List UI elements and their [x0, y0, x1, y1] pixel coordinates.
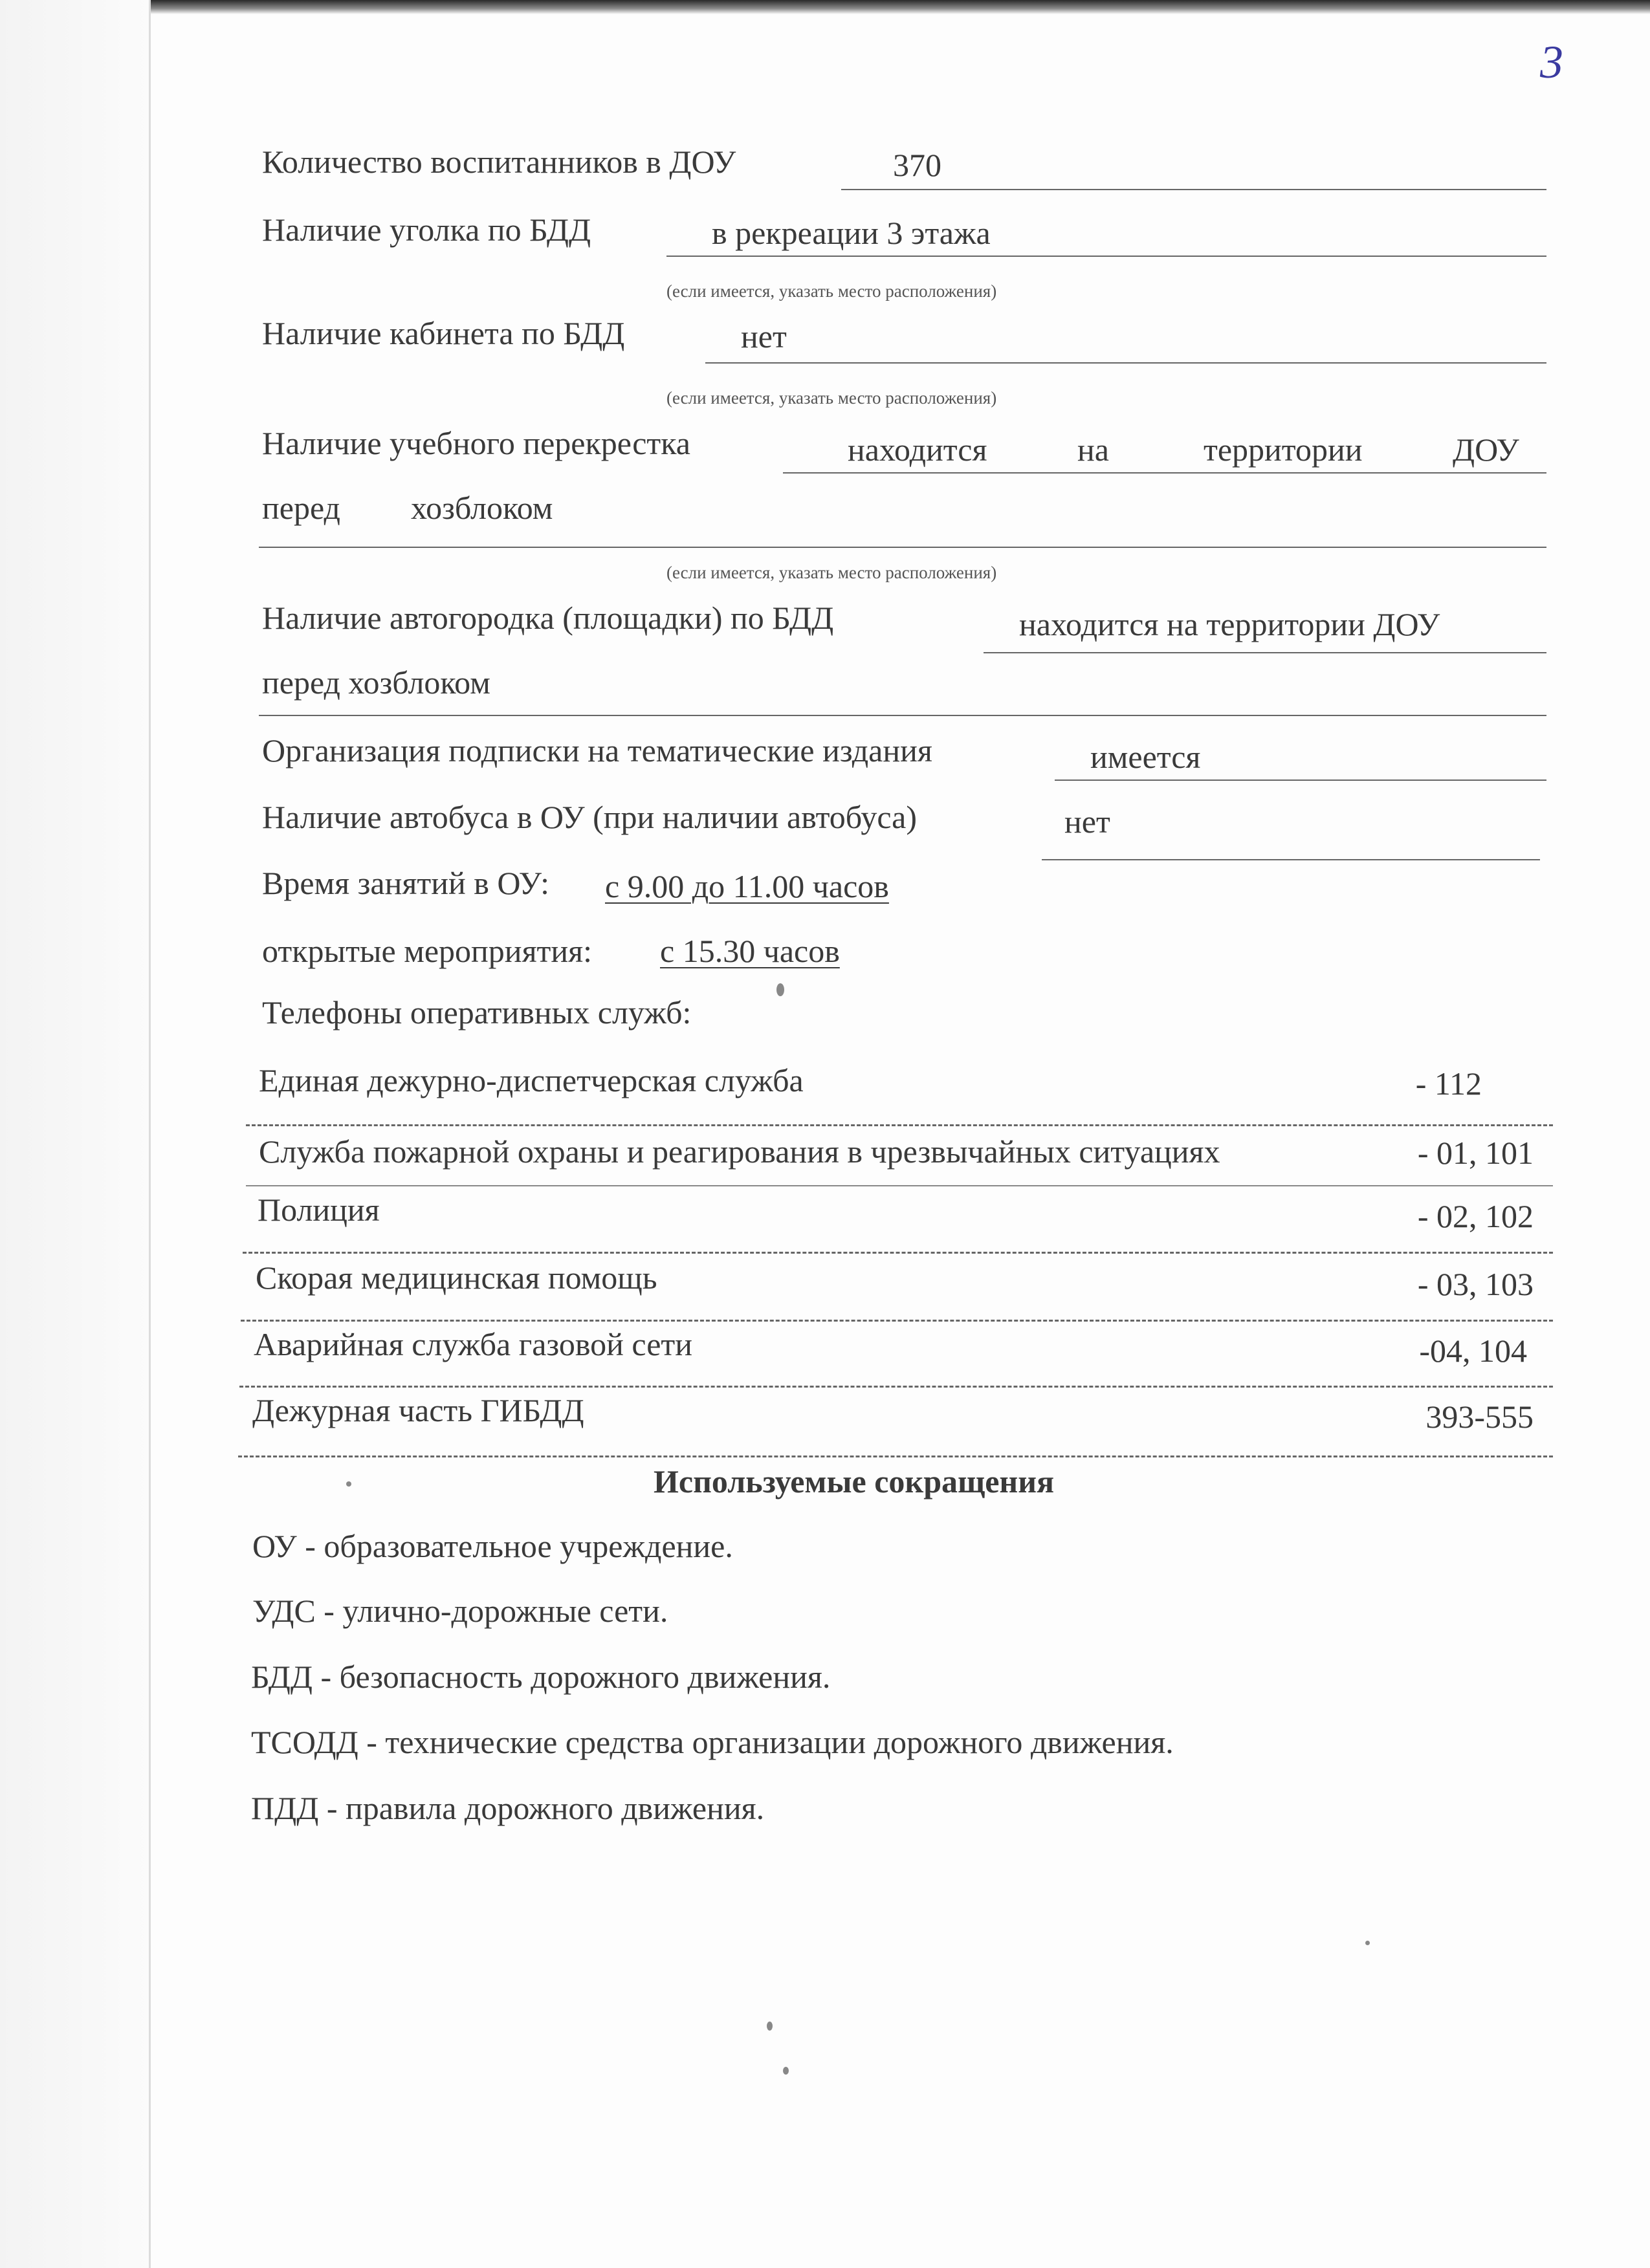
phone-name-1: Единая дежурно-диспетчерская служба: [259, 1062, 804, 1098]
phone-number-4: - 03, 103: [1417, 1266, 1534, 1302]
autotown-value-cont: перед хозблоком: [262, 664, 490, 701]
crossroad-underline: [783, 472, 1546, 474]
subscription-label: Организация подписки на тематические издания: [262, 732, 932, 769]
crossroad-value-cont: хозблоком: [411, 490, 553, 526]
scan-top-edge: [0, 0, 1650, 14]
phones-title: Телефоны оперативных служб:: [262, 994, 692, 1030]
subscription-value: имеется: [1090, 739, 1201, 775]
phone-row-divider-4: [241, 1320, 1553, 1322]
crossroad-label-cont: перед: [262, 490, 340, 526]
pupils-label: Количество воспитанников в ДОУ: [262, 144, 736, 180]
autotown-underline: [984, 652, 1546, 653]
cabinet-underline: [705, 362, 1546, 364]
scan-speck: [346, 1481, 351, 1487]
cabinet-hint: (если имеется, указать место расположения): [666, 388, 997, 408]
pupils-underline: [841, 189, 1546, 190]
corner-underline: [666, 256, 1546, 257]
crossroad-value-word-3: территории: [1204, 431, 1363, 468]
phone-number-3: - 02, 102: [1417, 1198, 1534, 1234]
cabinet-value: нет: [741, 318, 787, 354]
crossroad-value-word-1: находится: [848, 431, 987, 468]
phone-name-2: Служба пожарной охраны и реагирования в чрезвычайных ситуациях: [259, 1133, 1220, 1170]
crossroad-label: Наличие учебного перекрестка: [262, 425, 690, 461]
abbreviation-5: ПДД - правила дорожного движения.: [251, 1790, 765, 1826]
autotown-underline-2: [259, 715, 1546, 716]
scan-speck: [767, 2022, 773, 2031]
bus-label: Наличие автобуса в ОУ (при наличии автобуса): [262, 799, 917, 835]
scan-speck: [783, 2067, 789, 2075]
scan-left-margin: [0, 0, 151, 2268]
phone-number-5: -04, 104: [1419, 1333, 1527, 1369]
cabinet-label: Наличие кабинета по БДД: [262, 315, 625, 351]
abbreviation-4: ТСОДД - технические средства организации дорожного движения.: [251, 1724, 1174, 1760]
crossroad-value-word-2: на: [1077, 431, 1109, 468]
classes-value: с 9.00 до 11.00 часов: [605, 868, 889, 904]
bus-underline: [1042, 859, 1540, 860]
phone-row-divider-5: [239, 1386, 1553, 1388]
autotown-value: находится на территории ДОУ: [1019, 606, 1440, 642]
phone-row-divider-1: [246, 1124, 1553, 1126]
events-label: открытые мероприятия:: [262, 933, 593, 969]
bus-value: нет: [1064, 803, 1110, 840]
abbreviation-3: БДД - безопасность дорожного движения.: [251, 1659, 831, 1695]
events-value: с 15.30 часов: [660, 933, 840, 969]
scan-speck: [776, 983, 784, 996]
classes-label: Время занятий в ОУ:: [262, 865, 550, 901]
crossroad-underline-2: [259, 547, 1546, 548]
phone-row-divider-3: [243, 1252, 1553, 1254]
corner-value: в рекреации 3 этажа: [712, 215, 991, 251]
phone-number-1: - 112: [1415, 1065, 1482, 1102]
phone-number-6: 393-555: [1425, 1399, 1534, 1435]
page-number: 3: [1540, 36, 1563, 88]
phone-number-2: - 01, 101: [1417, 1135, 1534, 1171]
abbreviations-title: Используемые сокращения: [654, 1463, 1055, 1499]
phone-row-divider-6: [238, 1456, 1553, 1457]
crossroad-value-word-4: ДОУ: [1453, 431, 1519, 468]
subscription-underline: [1055, 780, 1546, 781]
corner-label: Наличие уголка по БДД: [262, 212, 591, 248]
abbreviation-1: ОУ - образовательное учреждение.: [252, 1528, 733, 1564]
autotown-label: Наличие автогородка (площадки) по БДД: [262, 600, 834, 636]
corner-hint: (если имеется, указать место расположения): [666, 281, 997, 301]
crossroad-hint: (если имеется, указать место расположения): [666, 563, 997, 582]
abbreviation-2: УДС - улично-дорожные сети.: [252, 1593, 668, 1629]
phone-name-6: Дежурная часть ГИБДД: [252, 1392, 584, 1428]
pupils-value: 370: [893, 147, 941, 183]
phone-name-5: Аварийная служба газовой сети: [254, 1326, 693, 1362]
phone-row-divider-2: [246, 1185, 1553, 1186]
phone-name-4: Скорая медицинская помощь: [256, 1259, 657, 1296]
scan-speck: [1365, 1941, 1370, 1945]
phone-name-3: Полиция: [258, 1192, 380, 1228]
